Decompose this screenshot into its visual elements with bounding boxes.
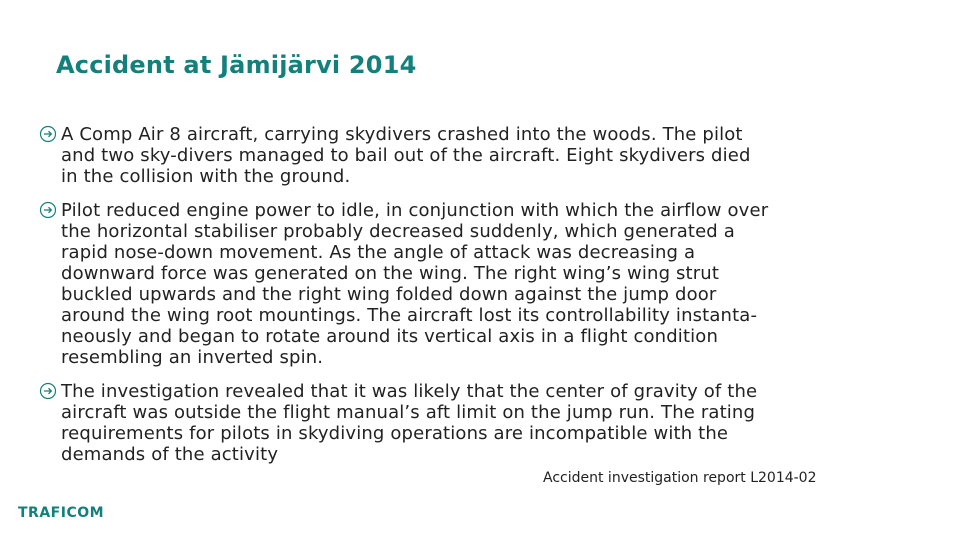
slide-title: Accident at Jämijärvi 2014	[56, 51, 417, 79]
bullet-item	[39, 124, 929, 187]
source-citation: Accident investigation report L2014-02	[543, 470, 817, 486]
traficom-logo: TRAFICOM	[18, 505, 105, 521]
bullet-item	[39, 200, 929, 368]
bullet-list	[39, 124, 929, 478]
bullet-text: Pilot reduced engine power to idle, in conjunction with which the airflow over the horizontal stabiliser probably decreased suddenly, which generated a rapid nose-down movement. As the angle of attack was decreasing a downward force was generated on the wing. The right wing’s wing strut buckled upwards and the right wing folded down against the jump door around the wing root mountings. The aircraft lost its controllability instanta- neously and began to rotate around its vertical axis in a flight condition resembling an inverted spin.	[61, 200, 769, 368]
bullet-text: A Comp Air 8 aircraft, carrying skydivers crashed into the woods. The pilot and two sky-divers managed to bail out of the aircraft. Eight skydivers died in the collision with the ground.	[61, 124, 751, 187]
bullet-item	[39, 381, 929, 465]
circled-arrow-right-icon	[39, 201, 57, 219]
circled-arrow-right-icon	[39, 382, 57, 400]
bullet-text: The investigation revealed that it was likely that the center of gravity of the aircraft was outside the flight manual’s aft limit on the jump run. The rating requirements for pilots in skydiving operations are incompatible with the demands of the activity	[61, 381, 758, 465]
circled-arrow-right-icon	[39, 125, 57, 143]
